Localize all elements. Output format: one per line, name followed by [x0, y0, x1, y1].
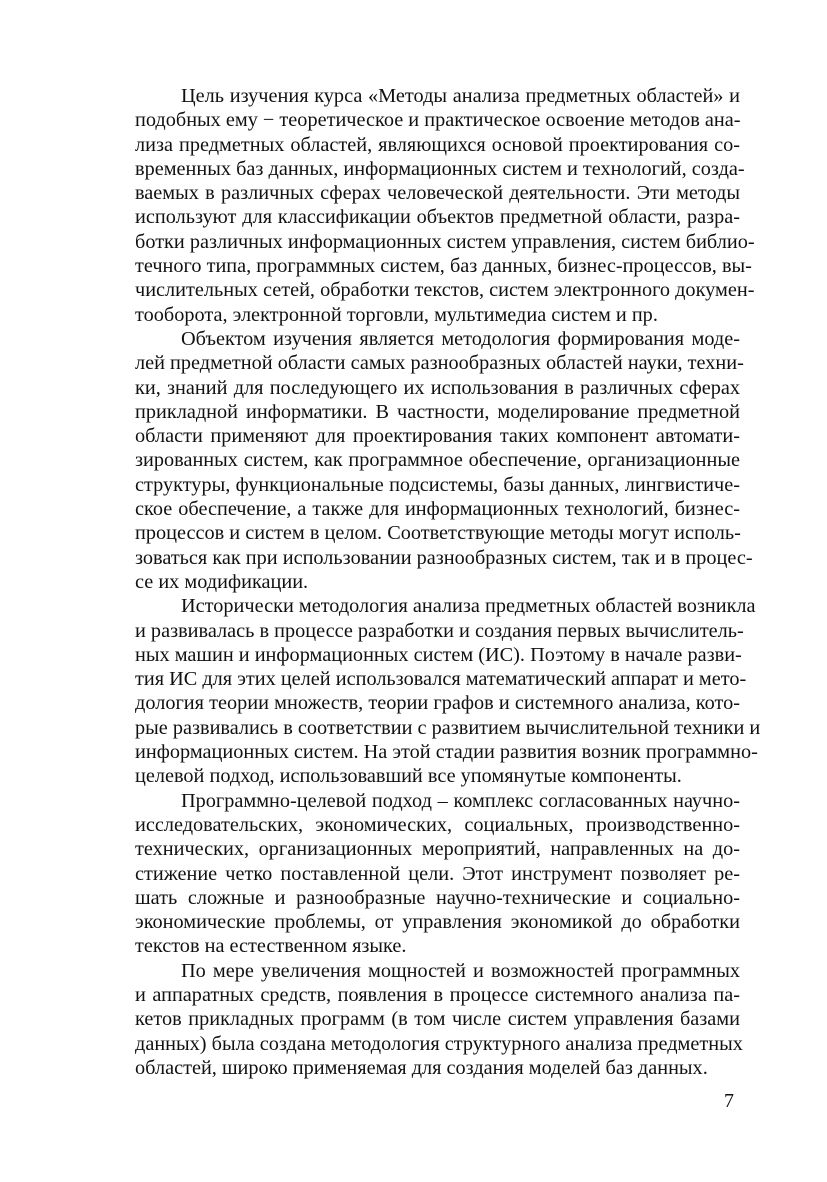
text-line: используют для классификации объектов предметной области, разра- [135, 206, 740, 229]
text-line: текстов на естественном языке. [135, 935, 407, 958]
text-line: Программно-целевой подход – комплекс согласованных научно- [181, 789, 740, 812]
text-line: структуры, функциональные подсистемы, базы данных, лингвистиче- [135, 473, 740, 496]
text-line: зированных систем, как программное обеспечение, организационные [135, 449, 740, 472]
text-line: и аппаратных средств, появления в процессе системного анализа па- [135, 983, 740, 1006]
text-line: областей, широко применяемая для создания моделей баз данных. [135, 1056, 708, 1079]
text-line: ки, знаний для последующего их использования в различных сферах [135, 376, 740, 399]
page-number: 7 [724, 1090, 734, 1112]
text-line: процессов и систем в целом. Соответствующие методы могут исполь- [135, 522, 741, 545]
text-line: тооборота, электронной торговли, мультимедиа систем и пр. [135, 303, 658, 326]
text-line: Исторически методология анализа предметных областей возникла [181, 595, 756, 618]
paragraph [89, 594, 761, 788]
text-line: числительных сетей, обработки текстов, систем электронного докумен- [135, 279, 755, 302]
text-line: Цель изучения курса «Методы анализа предметных областей» и [181, 85, 740, 107]
paragraph [89, 84, 755, 327]
text-line: дология теории множеств, теории графов и системного анализа, кото- [135, 692, 740, 715]
text-line: зоваться как при использовании разнообразных систем, так и в процес- [135, 546, 753, 569]
text-line: подобных ему − теоретическое и практическое освоение методов ана- [135, 109, 741, 132]
text-line: тия ИС для этих целей использовался математический аппарат и мето- [135, 668, 747, 691]
text-line: течного типа, программных систем, баз данных, бизнес-процессов, вы- [135, 255, 752, 278]
text-line: временных баз данных, информационных систем и технологий, созда- [135, 157, 745, 180]
text-line: ваемых в различных сферах человеческой деятельности. Эти методы [135, 182, 740, 205]
paragraph [89, 959, 743, 1080]
text-line: данных) была создана методология структурного анализа предметных [135, 1032, 743, 1055]
text-line: Объектом изучения является методология формирования моде- [181, 327, 740, 350]
text-line: и развивалась в процессе разработки и создания первых вычислитель- [135, 619, 744, 642]
text-line: ботки различных информационных систем управления, систем библио- [135, 230, 755, 253]
text-line: лиза предметных областей, являющихся основой проектирования со- [135, 133, 740, 156]
text-line: исследовательских, экономических, социальных, производственно- [135, 813, 740, 836]
page-body [89, 84, 761, 1080]
text-line: кетов прикладных программ (в том числе систем управления базами [135, 1008, 740, 1031]
text-line: технических, организационных мероприятий, направленных на до- [135, 838, 740, 861]
text-line: ных машин и информационных систем (ИС). Поэтому в начале разви- [135, 643, 742, 666]
text-line: рые развивались в соответствии с развитием вычислительной техники и [135, 716, 761, 739]
text-line: ское обеспечение, а также для информационных технологий, бизнес- [135, 498, 740, 521]
text-line: стижение четко поставленной цели. Этот инструмент позволяет ре- [135, 862, 740, 885]
text-line: экономические проблемы, от управления экономикой до обработки [135, 911, 740, 934]
text-line: се их модификации. [135, 570, 309, 593]
text-line: лей предметной области самых разнообразных областей науки, техни- [135, 352, 744, 375]
text-line: области применяют для проектирования таких компонент автомати- [135, 425, 740, 448]
text-line: По мере увеличения мощностей и возможностей программных [181, 959, 740, 982]
text-line: шать сложные и разнообразные научно-технические и социально- [135, 886, 740, 909]
text-line: прикладной информатики. В частности, моделирование предметной [135, 400, 740, 423]
paragraph [89, 789, 740, 959]
text-line: информационных систем. На этой стадии развития возник программно- [135, 741, 758, 764]
paragraph [89, 327, 753, 594]
text-line: целевой подход, использовавший все упомянутые компоненты. [135, 765, 682, 788]
